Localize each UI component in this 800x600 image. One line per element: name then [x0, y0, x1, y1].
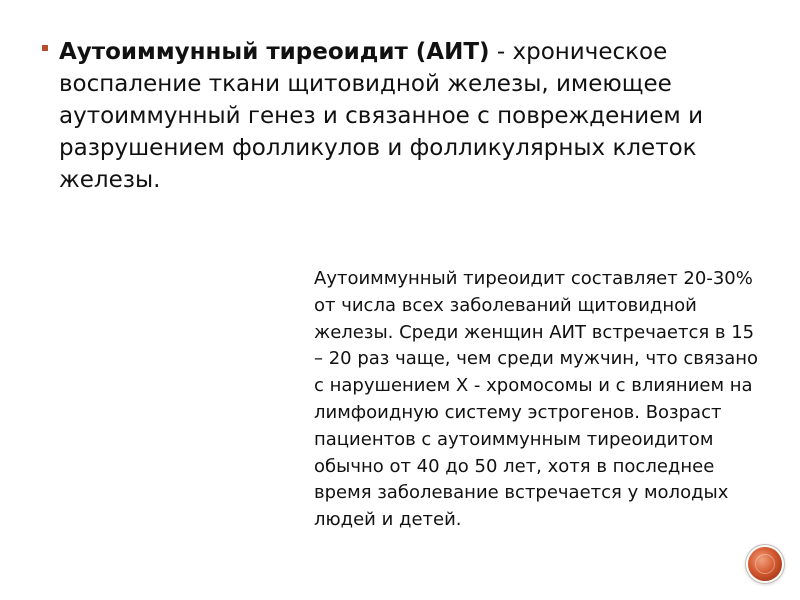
- round-nav-button-icon[interactable]: [748, 547, 782, 581]
- square-bullet-icon: [42, 45, 48, 51]
- main-bullet-item: [42, 36, 762, 196]
- main-paragraph: [59, 36, 762, 196]
- term-definition: - хроническое воспаление ткани щитовидной железы, имеющее аутоиммунный генез и связанное с повреждением и разрушением фолликулов и фолликулярных клеток железы.: [59, 39, 704, 193]
- term-heading: Аутоиммунный тиреоидит (АИТ): [59, 39, 490, 65]
- statistics-paragraph: Аутоиммунный тиреоидит составляет 20-30% от числа всех заболеваний щитовидной железы. Среди женщин АИТ встречается в 15 – 20 раз чаще, чем среди мужчин, что связано с нарушением Х - хромосомы и с влиянием на лимфоидную систему эстрогенов. Возраст пациентов с аутоиммунным тиреоидитом обычно от 40 до 50 лет, хотя в последнее время заболевание встречается у молодых людей и детей.: [314, 268, 759, 531]
